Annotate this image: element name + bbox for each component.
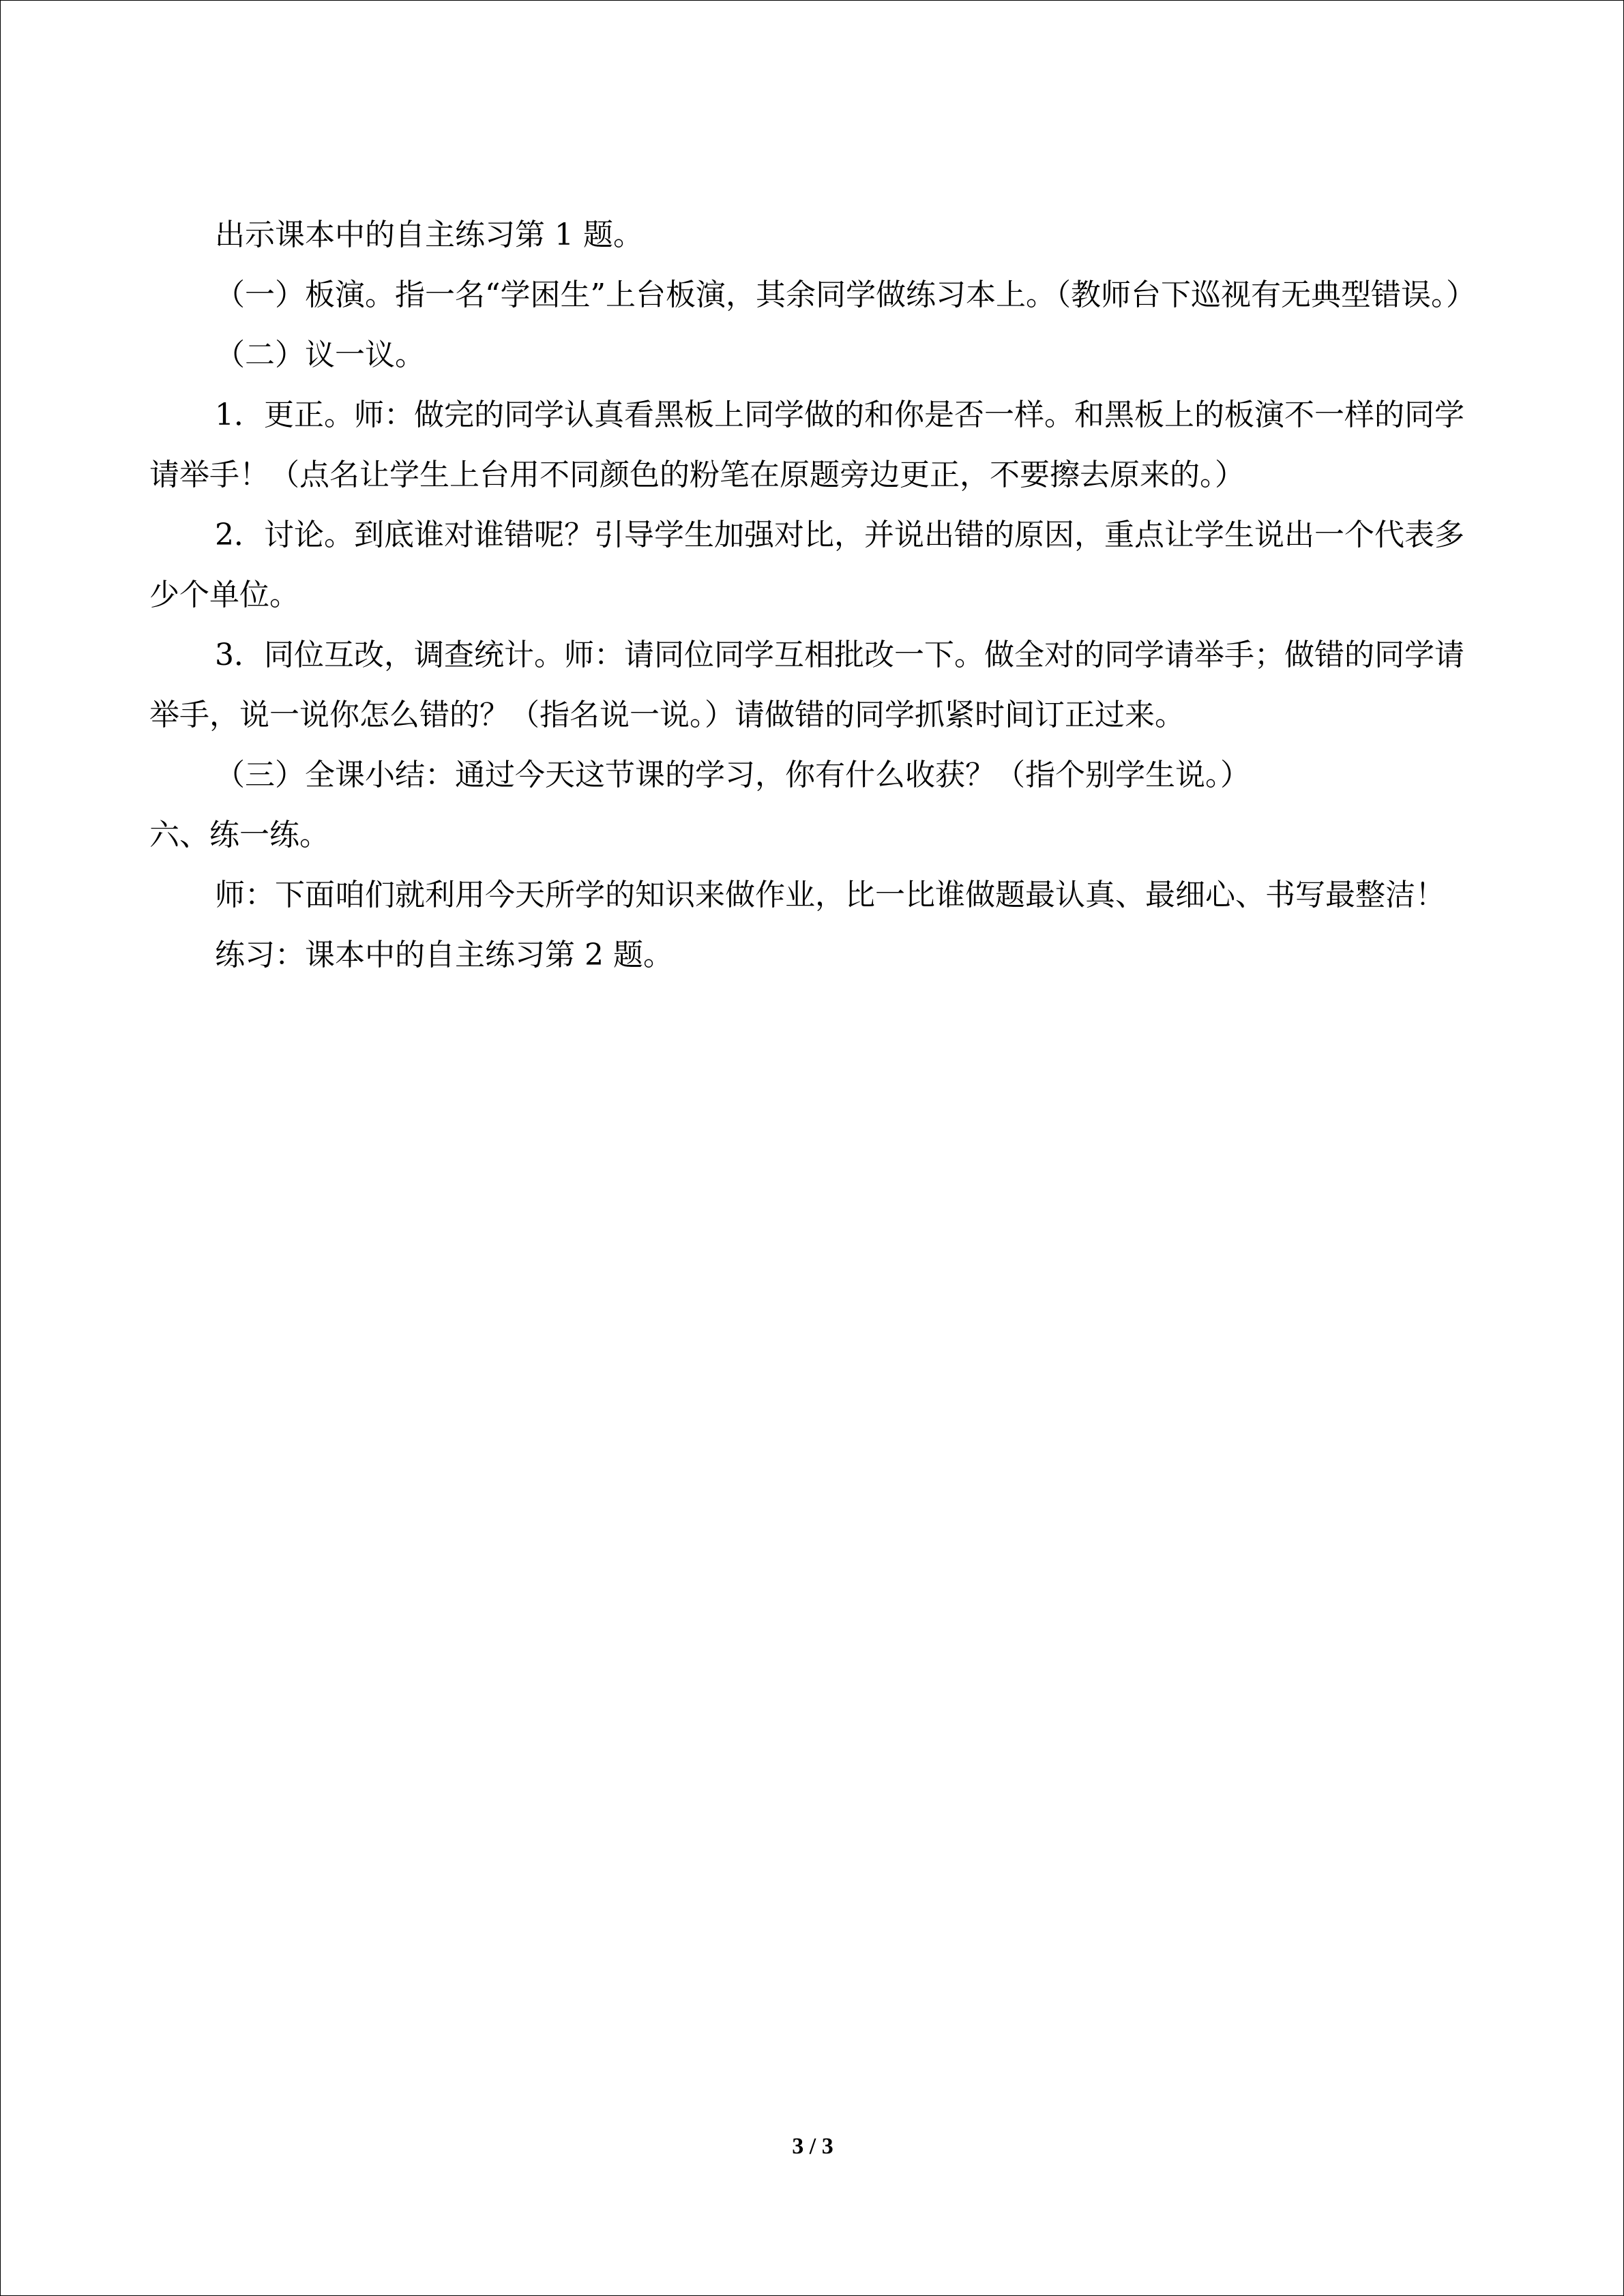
section-heading: 六、练一练。 xyxy=(149,818,329,852)
paragraph: 练习：课本中的自主练习第 2 题。 xyxy=(215,938,673,972)
paragraph: （二）议一议。 xyxy=(215,338,425,372)
document-body xyxy=(149,205,1479,985)
paragraph: （三）全课小结：通过今天这节课的学习，你有什么收获？（指个别学生说。） xyxy=(215,758,1250,792)
paragraph: 出示课本中的自主练习第 1 题。 xyxy=(215,218,643,252)
paragraph: 3．同位互改，调查统计。师：请同位同学互相批改一下。做全对的同学请举手；做错的同学请举手，说一说你怎么错的？（指名说一说。）请做错的同学抓紧时间订正过来。 xyxy=(149,638,1464,732)
paragraph: 师：下面咱们就利用今天所学的知识来做作业，比一比谁做题最认真、最细心、书写最整洁！ xyxy=(215,878,1445,912)
paragraph: 2．讨论。到底谁对谁错呢？引导学生加强对比，并说出错的原因，重点让学生说出一个代表多少个单位。 xyxy=(149,518,1464,612)
paragraph: （一）板演。指一名“学困生”上台板演，其余同学做练习本上。（教师台下巡视有无典型错误。） xyxy=(215,278,1476,312)
page-number: 3 / 3 xyxy=(792,2134,833,2159)
paragraph: 1．更正。师：做完的同学认真看黑板上同学做的和你是否一样。和黑板上的板演不一样的同学请举手！（点名让学生上台用不同颜色的粉笔在原题旁边更正，不要擦去原来的。） xyxy=(149,398,1464,492)
